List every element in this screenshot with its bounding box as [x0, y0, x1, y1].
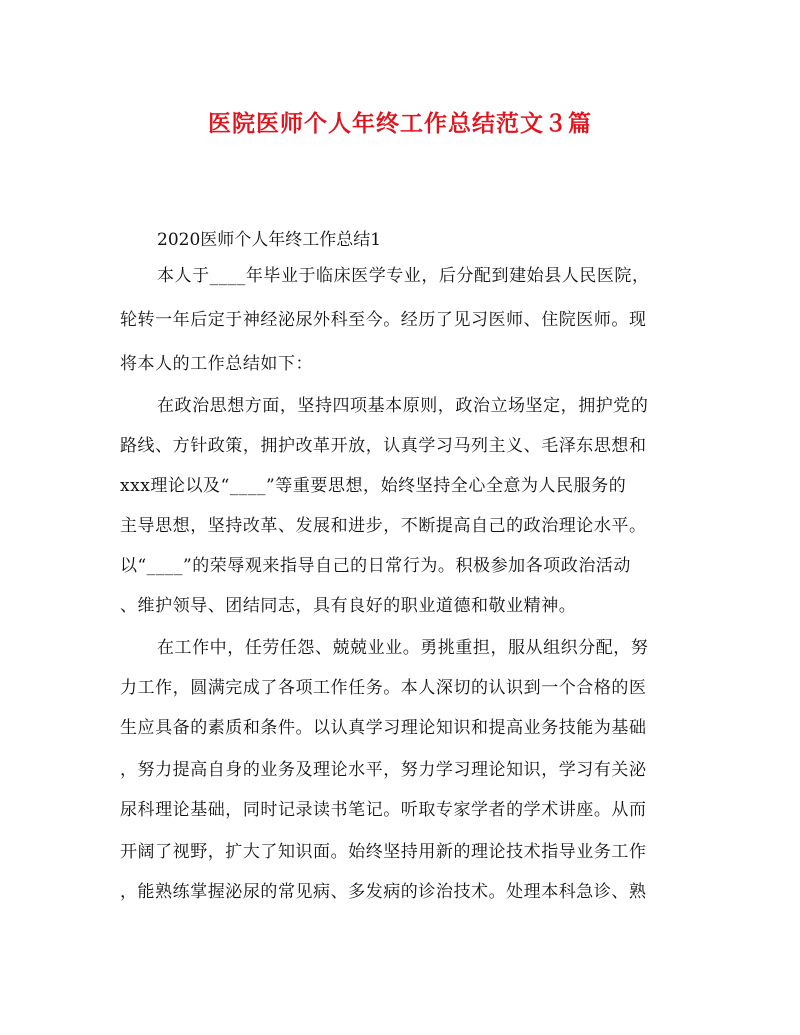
paragraph-3-line-7: ，能熟练掌握泌尿的常见病、多发病的诊治技术。处理本科急诊、熟 [120, 882, 647, 902]
paragraph-1-line-1: 本人于____年毕业于临床医学专业，后分配到建始县人民医院， [157, 266, 650, 286]
paragraph-2-line-2: 路线、方针政策，拥护改革开放，认真学习马列主义、毛泽东思想和 [120, 436, 647, 456]
paragraph-3-line-5: 尿科理论基础，同时记录读书笔记。听取专家学者的学术讲座。从而 [120, 800, 647, 820]
paragraph-3-line-4: ，努力提高自身的业务及理论水平，努力学习理论知识，学习有关泌 [120, 760, 647, 780]
paragraph-2-line-6: 、维护领导、团结同志，具有良好的职业道德和敬业精神。 [120, 596, 577, 616]
paragraph-3-line-3: 生应具备的素质和条件。以认真学习理论知识和提高业务技能为基础 [120, 718, 647, 738]
paragraph-2-line-4: 主导思想，坚持改革、发展和进步，不断提高自己的政治理论水平。 [120, 516, 647, 536]
paragraph-2-line-5: 以“____”的荣辱观来指导自己的日常行为。积极参加各项政治活动 [120, 556, 631, 576]
document-title: 医院医师个人年终工作总结范文３篇 [208, 110, 592, 137]
paragraph-3-line-6: 开阔了视野，扩大了知识面。始终坚持用新的理论技术指导业务工作 [120, 842, 647, 862]
section-heading: 2020医师个人年终工作总结1 [157, 230, 382, 250]
paragraph-2-line-3: xxx理论以及“____”等重要思想，始终坚持全心全意为人民服务的 [120, 476, 627, 496]
paragraph-1-line-2: 轮转一年后定于神经泌尿外科至今。经历了见习医师、住院医师。现 [120, 310, 647, 330]
paragraph-2-line-1: 在政治思想方面，坚持四项基本原则，政治立场坚定，拥护党的 [157, 396, 649, 416]
paragraph-1-line-3: 将本人的工作总结如下： [120, 354, 314, 374]
paragraph-3-line-1: 在工作中，任劳任怨、兢兢业业。勇挑重担，服从组织分配，努 [157, 638, 649, 658]
paragraph-3-line-2: 力工作，圆满完成了各项工作任务。本人深切的认识到一个合格的医 [120, 678, 647, 698]
